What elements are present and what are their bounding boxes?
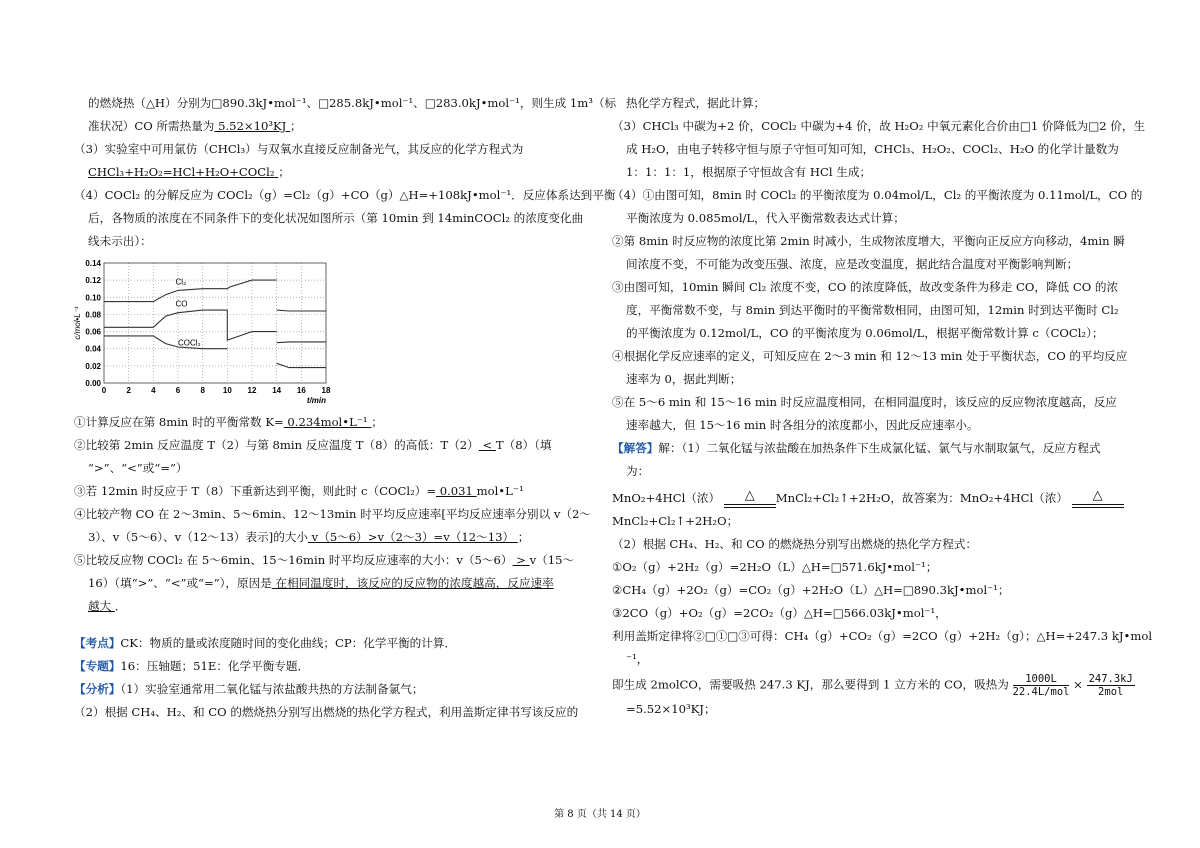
series-label: COCl₂ — [178, 338, 201, 348]
fraction: 1000L 22.4L/mol — [1012, 673, 1070, 698]
x-tick-label: 8 — [200, 386, 205, 395]
jieda-line: 【解答】解：（1）二氧化锰与浓盐酸在加热条件下生成氯化锰、氯气与水制取氯气，反应方程式 — [612, 441, 1101, 455]
question-3: ③若 12min 时反应于 T（8）下重新达到平衡，则此时 c（COCl₂）= 0.031 mol•L⁻¹ — [74, 484, 524, 498]
kaodian-line: 【考点】CK：物质的量或浓度随时间的变化曲线；CP：化学平衡的计算． — [74, 636, 457, 650]
text-line: 利用盖斯定律将②□①□③可得：CH₄（g）+CO₂（g）=2CO（g）+2H₂（g）；△H=+247.3 kJ•mol — [612, 629, 1153, 643]
x-tick-label: 14 — [272, 386, 282, 395]
plot-frame — [104, 263, 326, 383]
text-line: 线未示出）： — [88, 234, 152, 248]
chart-series — [104, 280, 326, 368]
y-tick-label: 0.12 — [85, 276, 101, 286]
text-line: CHCl₃+H₂O₂=HCl+H₂O+COCl₂ ； — [88, 165, 290, 179]
left-column — [73, 92, 617, 724]
answer-blank: 0.234mol•L⁻¹ — [283, 415, 372, 429]
fenxi-line: 【分析】（1）实验室通常用二氧化锰与浓盐酸共热的方法制备氯气； — [74, 682, 424, 696]
text-line: ⑤在 5～6 min 和 15～16 min 时反应温度相同，在相同温度时，该反应的反应物浓度越高，反应 — [612, 395, 1117, 409]
section-tag: 【专题】 — [74, 659, 121, 673]
y-tick-label: 0.00 — [85, 379, 101, 388]
text-line: ②第 8min 时反应物的浓度比第 2min 时减小，生成物浓度增大，平衡向正反应方向移动，4min 瞬 — [612, 234, 1125, 248]
fraction: 247.3kJ 2mol — [1088, 673, 1133, 698]
text-line: MnCl₂+Cl₂↑+2H₂O； — [612, 514, 739, 528]
question-5: ⑤比较反应物 COCl₂ 在 5～6min、15～16min 时平均反应速率的大小：v（5～6） > v（15～ — [74, 553, 575, 567]
text-line: （2）根据 CH₄、H₂、和 CO 的燃烧热分别写出燃烧的热化学方程式，利用盖斯定律书写该反应的 — [74, 705, 579, 719]
answer-blank: 0.031 — [436, 484, 477, 498]
equation-line: ③2CO（g）+O₂（g）=2CO₂（g）△H=□566.03kJ•mol⁻¹， — [612, 606, 947, 620]
heat-condition-arrow: △ — [724, 491, 776, 508]
x-tick-label: 4 — [151, 386, 156, 395]
section-tag: 【解答】 — [612, 441, 659, 455]
text-line: 为： — [626, 464, 650, 478]
text-line: 3）、v（5～6）、v（12～13）表示]的大小 v（5～6）>v（2～3）=v（12～13） ； — [88, 530, 530, 544]
x-tick-label: 6 — [175, 386, 181, 395]
answer-blank: v（5～6）>v（2～3）=v（12～13） — [307, 530, 518, 544]
section-tag: 【分析】 — [74, 682, 121, 696]
answer-blank: < — [478, 438, 496, 452]
text-line: 成 H₂O，由电子转移守恒与原子守恒可知可知，CHCl₃、H₂O₂、COCl₂、H₂O 的化学计量数为 — [626, 142, 1119, 156]
text-line: 后，各物质的浓度在不同条件下的变化状况如图所示（第 10min 到 14minCOCl₂ 的浓度变化曲 — [88, 211, 584, 225]
text-line: （3）CHCl₃ 中碳为+2 价，COCl₂ 中碳为+4 价，故 H₂O₂ 中氧元素化合价由□1 价降低为□2 价，生 — [612, 119, 1146, 133]
series-line — [104, 280, 277, 302]
chart-grid — [104, 263, 326, 383]
zhuanti-line: 【专题】16：压轴题；51E：化学平衡专题． — [74, 659, 310, 673]
text-line: （2）根据 CH₄、H₂、和 CO 的燃烧热分别写出燃烧的热化学方程式： — [612, 537, 978, 551]
y-axis-label: c/mol•L⁻¹ — [73, 306, 82, 340]
text-line: （4）①由图可知，8min 时 COCl₂ 的平衡浓度为 0.04mol/L，Cl₂ 的平衡浓度为 0.11mol/L，CO 的 — [612, 188, 1143, 202]
y-tick-label: 0.08 — [85, 310, 101, 320]
text-line: 平衡浓度为 0.085mol/L，代入平衡常数表达式计算； — [626, 211, 905, 225]
answer-blank: CHCl₃+H₂O₂=HCl+H₂O+COCl₂ — [88, 165, 279, 179]
series-label: CO — [175, 299, 188, 309]
text-line: ④根据化学反应速率的定义，可知反应在 2～3 min 和 12～13 min 处于平衡状态，CO 的平均反应 — [612, 349, 1128, 363]
question-1: ①计算反应在第 8min 时的平衡常数 K= 0.234mol•L⁻¹ ； — [74, 415, 383, 429]
text-line: 的燃烧热（△H）分别为□890.3kJ•mol⁻¹、□285.8kJ•mol⁻¹、□283.0kJ•mol⁻¹，则生成 1m³（标 — [88, 96, 617, 110]
text-line: 的平衡浓度为 0.12mol/L，CO 的平衡浓度为 0.06mol/L，根据平衡常数计算 c（COCl₂）； — [626, 326, 1104, 340]
x-tick-label: 16 — [296, 386, 306, 395]
chart-axes — [73, 259, 331, 405]
y-tick-label: 0.14 — [85, 259, 101, 268]
series-line — [277, 342, 326, 343]
question-4: ④比较产物 CO 在 2～3min、5～6min、12～13min 时平均反应速率[平均反应速率分别以 v（2～ — [74, 507, 591, 521]
text-line: ⁻¹， — [626, 652, 649, 666]
x-tick-label: 12 — [247, 386, 257, 395]
answer-blank: 5.52×10³KJ — [214, 119, 291, 133]
concentration-chart — [74, 255, 344, 407]
text-line: 越大 ． — [88, 599, 127, 613]
text-line: （4）COCl₂ 的分解反应为 COCl₂（g）=Cl₂（g）+CO（g）△H=+108kJ•mol⁻¹．反应体系达到平衡 — [74, 188, 616, 202]
y-tick-label: 0.04 — [85, 344, 101, 354]
text-line: 1：1：1：1，根据原子守恒故含有 HCl 生成； — [626, 165, 872, 179]
x-tick-label: 2 — [126, 386, 131, 395]
y-tick-label: 0.02 — [85, 361, 101, 371]
x-axis-label: t/min — [306, 396, 326, 405]
text-line: 准状况）CO 所需热量为 5.52×10³KJ ； — [88, 119, 302, 133]
text-line: =5.52×10³KJ； — [626, 702, 716, 716]
answer-blank: 越大 — [88, 599, 115, 613]
series-line — [104, 336, 227, 349]
equation-line: MnO₂+4HCl（浓） △ MnCl₂+Cl₂↑+2H₂O，故答案为：MnO₂+4HCl（浓） △ — [612, 487, 1127, 510]
text-line: （3）实验室中可用氯仿（CHCl₃）与双氧水直接反应制备光气，其反应的化学方程式为 — [74, 142, 524, 156]
text-line: 速率为 0，据此判断； — [626, 372, 742, 386]
right-column — [612, 92, 1153, 721]
text-line: ③由图可知，10min 瞬间 Cl₂ 浓度不变，CO 的浓度降低，故改变条件为移走 CO，降低 CO 的浓 — [612, 280, 1119, 294]
answer-blank: 在相同温度时，该反应的反应物的浓度越高，反应速率 — [271, 576, 554, 590]
page-footer: 第 8 页（共 14 页） — [554, 809, 646, 820]
heat-condition-arrow: △ — [1072, 491, 1124, 508]
equation-line: ①O₂（g）+2H₂（g）=2H₂O（L）△H=□571.6kJ•mol⁻¹； — [612, 560, 938, 574]
section-tag: 【考点】 — [74, 636, 121, 650]
x-tick-label: 10 — [222, 386, 232, 395]
y-tick-label: 0.06 — [85, 327, 101, 337]
x-tick-label: 0 — [101, 386, 107, 395]
calc-line: 即生成 2molCO，需要吸热 247.3 KJ，那么要得到 1 立方米的 CO，吸热为 1000L 22.4L/mol × 247.3kJ 2mol — [612, 673, 1133, 698]
equation-line: ②CH₄（g）+2O₂（g）=CO₂（g）+2H₂O（L）△H=□890.3kJ•mol⁻¹； — [612, 583, 1010, 597]
y-tick-label: 0.10 — [85, 293, 101, 303]
text-line: 热化学方程式，据此计算； — [626, 96, 766, 110]
question-2: ②比较第 2min 反应温度 T（2）与第 8min 反应温度 T（8）的高低：T（2） < T（8）（填 — [74, 438, 552, 452]
x-tick-label: 18 — [321, 386, 331, 395]
text-line: 度，平衡常数不变，与 8min 到达平衡时的平衡常数相同，由图可知，12min 时到达平衡时 Cl₂ — [626, 303, 1119, 317]
series-line — [277, 310, 326, 311]
answer-blank: > — [512, 553, 530, 567]
text-line: 16）（填“>”、“<”或“=”），原因是 在相同温度时，该反应的反应物的浓度越高，反应速率 — [88, 576, 554, 590]
text-line: “>”、“<”或“=”） — [88, 461, 188, 475]
series-label: Cl₂ — [175, 277, 187, 287]
text-line: 速率越大，但 15～16 min 时各组分的浓度都小，因此反应速率小。 — [626, 418, 979, 432]
text-line: 间浓度不变，不可能为改变压强、浓度，应是改变温度，据此结合温度对平衡影响判断； — [626, 257, 1079, 271]
